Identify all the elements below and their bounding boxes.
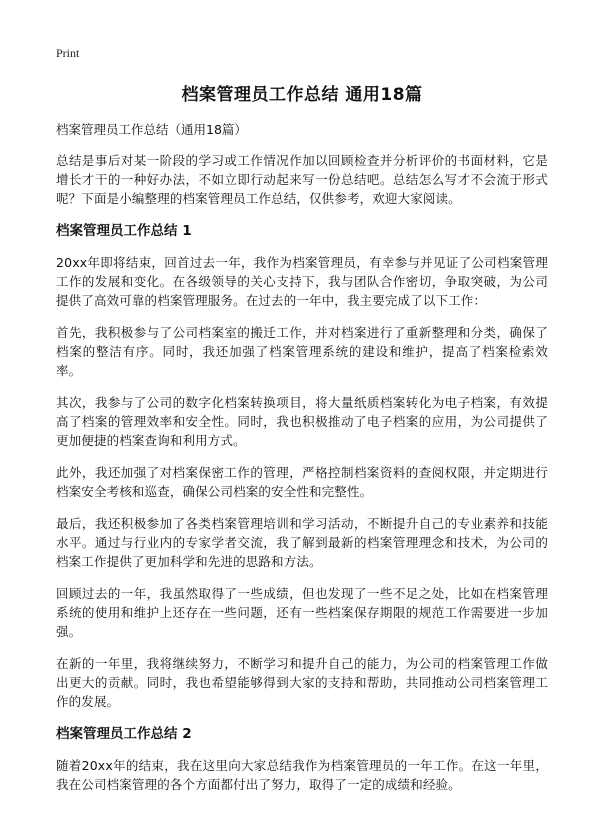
section-heading: 档案管理员工作总结 1 xyxy=(56,223,192,239)
paragraph: 此外，我还加强了对档案保密工作的管理，严格控制档案资料的查阅权限，并定期进行档案安全考核和巡查，确保公司档案的安全性和完整性。 xyxy=(56,465,548,499)
paragraph: 其次，我参与了公司的数字化档案转换项目，将大量纸质档案转化为电子档案，有效提高了档案的管理效率和安全性。同时，我也积极推动了电子档案的应用，为公司提供了更加便捷的档案查询和利用方式。 xyxy=(56,395,548,448)
paragraph: 回顾过去的一年，我虽然取得了一些成绩，但也发现了一些不足之处，比如在档案管理系统的使用和维护上还存在一些问题，还有一些档案保存期限的规范工作需要进一步加强。 xyxy=(56,586,548,639)
section-heading: 档案管理员工作总结 2 xyxy=(56,726,192,742)
paragraph: 最后，我还积极参加了各类档案管理培训和学习活动，不断提升自己的专业素养和技能水平。通过与行业内的专家学者交流，我了解到最新的档案管理理念和技术，为公司的档案工作提供了更加科学和先进的思路和方法。 xyxy=(56,516,548,569)
document-title: 档案管理员工作总结 通用18篇 xyxy=(181,85,423,105)
intro-paragraph: 总结是事后对某一阶段的学习或工作情况作加以回顾检查并分析评价的书面材料，它是增长才干的一种好办法，不如立即行动起来写一份总结吧。总结怎么写才不会流于形式呢？下面是小编整理的档案管理员工作总结，仅供参考，欢迎大家阅读。 xyxy=(56,153,548,206)
paragraph: 首先，我积极参与了公司档案室的搬迁工作，并对档案进行了重新整理和分类，确保了档案的整洁有序。同时，我还加强了档案管理系统的建设和维护，提高了档案检索效率。 xyxy=(56,325,548,378)
document-body xyxy=(56,120,548,807)
document-subtitle: 档案管理员工作总结（通用18篇） xyxy=(56,122,247,137)
paragraph: 在新的一年里，我将继续努力，不断学习和提升自己的能力，为公司的档案管理工作做出更大的贡献。同时，我也希望能够得到大家的支持和帮助，共同推动公司档案管理工作的发展。 xyxy=(56,656,548,709)
paragraph: 20xx年即将结束，回首过去一年，我作为档案管理员，有幸参与并见证了公司档案管理工作的发展和变化。在各级领导的关心支持下，我与团队合作密切，争取突破，为公司提供了高效可靠的档案管理服务。在过去的一年中，我主要完成了以下工作： xyxy=(56,255,548,308)
paragraph: 随着20xx年的结束，我在这里向大家总结我作为档案管理员的一年工作。在这一年里，我在公司档案管理的各个方面都付出了努力，取得了一定的成绩和经验。 xyxy=(56,758,548,792)
print-label: Print xyxy=(56,46,80,60)
